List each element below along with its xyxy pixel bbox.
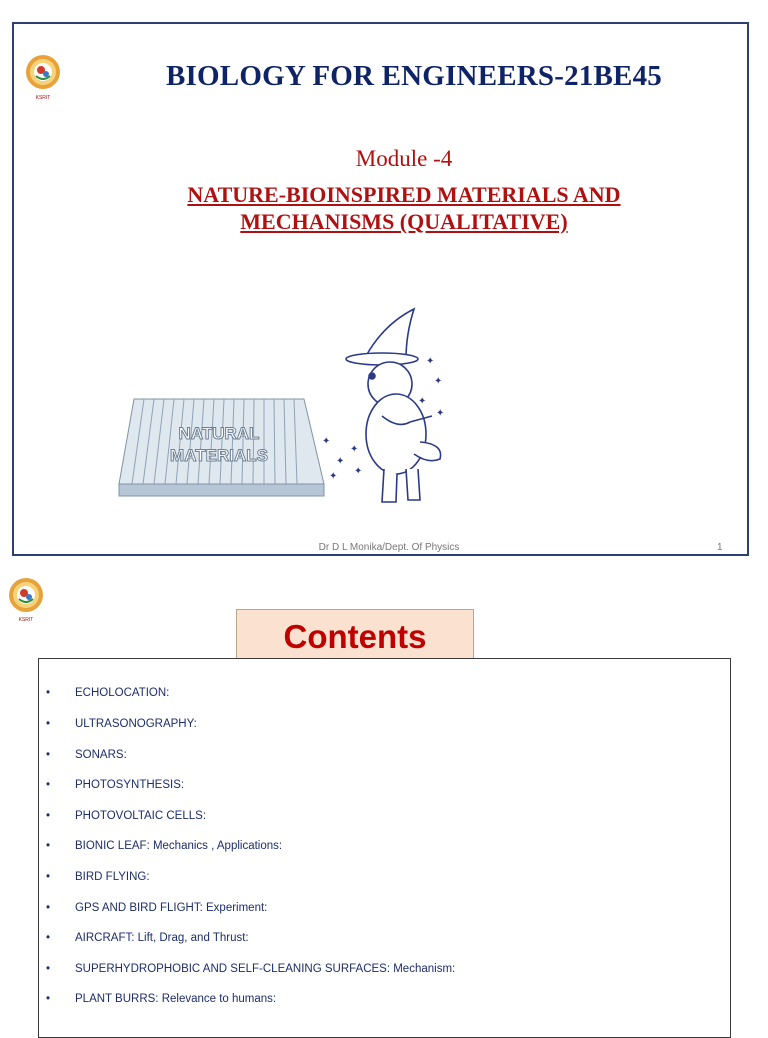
list-item-label: SUPERHYDROPHOBIC AND SELF-CLEANING SURFACES: Mechanism: <box>75 963 456 975</box>
list-item-label: ULTRASONOGRAPHY: <box>75 718 197 730</box>
bullet: • <box>46 840 51 852</box>
list-item-label: PLANT BURRS: Relevance to humans: <box>75 993 277 1005</box>
list-item-label: PHOTOSYNTHESIS: <box>75 779 185 791</box>
bullet: • <box>46 902 51 914</box>
module-title-line2: MECHANISMS (QUALITATIVE) <box>240 209 568 234</box>
course-title: BIOLOGY FOR ENGINEERS-21BE45 <box>166 60 662 92</box>
logo-caption: KSRIT <box>18 617 34 623</box>
svg-text:✦: ✦ <box>350 444 359 455</box>
bullet: • <box>46 749 51 761</box>
bullet: • <box>46 963 51 975</box>
contents-heading: Contents <box>283 618 427 655</box>
illustration-text-line1: NATURAL <box>178 424 260 443</box>
list-item-label: ECHOLOCATION: <box>75 687 170 699</box>
bullet: • <box>46 810 51 822</box>
bullet: • <box>46 779 51 791</box>
svg-text:✦: ✦ <box>336 456 345 467</box>
svg-text:✦: ✦ <box>354 466 363 477</box>
bullet: • <box>46 993 51 1005</box>
illustration-text-line2: MATERIALS <box>170 446 268 465</box>
list-item-label: PHOTOVOLTAIC CELLS: <box>75 810 207 822</box>
bullet: • <box>46 687 51 699</box>
module-label: Module -4 <box>355 146 453 171</box>
module-title-line1: NATURE-BIOINSPIRED MATERIALS AND <box>187 182 621 207</box>
list-item-label: SONARS: <box>75 749 127 761</box>
college-logo-icon <box>24 52 62 104</box>
bullet: • <box>46 932 51 944</box>
slide-footer: Dr D L Monika/Dept. Of Physics <box>318 542 460 553</box>
title-slide <box>12 22 749 556</box>
svg-text:✦: ✦ <box>329 471 338 482</box>
svg-text:✦: ✦ <box>322 436 331 447</box>
bullet: • <box>46 718 51 730</box>
list-item-label: BIONIC LEAF: Mechanics , Applications: <box>75 840 283 852</box>
natural-materials-illustration <box>114 304 454 509</box>
logo-caption: KSRIT <box>35 95 51 101</box>
list-item-label: GPS AND BIRD FLIGHT: Experiment: <box>75 902 268 914</box>
svg-text:✦: ✦ <box>434 376 443 387</box>
module-title <box>114 181 694 235</box>
svg-text:✦: ✦ <box>418 396 427 407</box>
svg-text:✦: ✦ <box>436 408 445 419</box>
svg-text:✦: ✦ <box>426 356 435 367</box>
college-logo-icon <box>6 576 46 628</box>
contents-heading-box <box>236 609 474 665</box>
contents-list <box>38 658 731 1038</box>
list-item-label: AIRCRAFT: Lift, Drag, and Thrust: <box>75 932 249 944</box>
bullet: • <box>46 871 51 883</box>
page-number: 1 <box>717 542 723 553</box>
list-item-label: BIRD FLYING: <box>75 871 150 883</box>
